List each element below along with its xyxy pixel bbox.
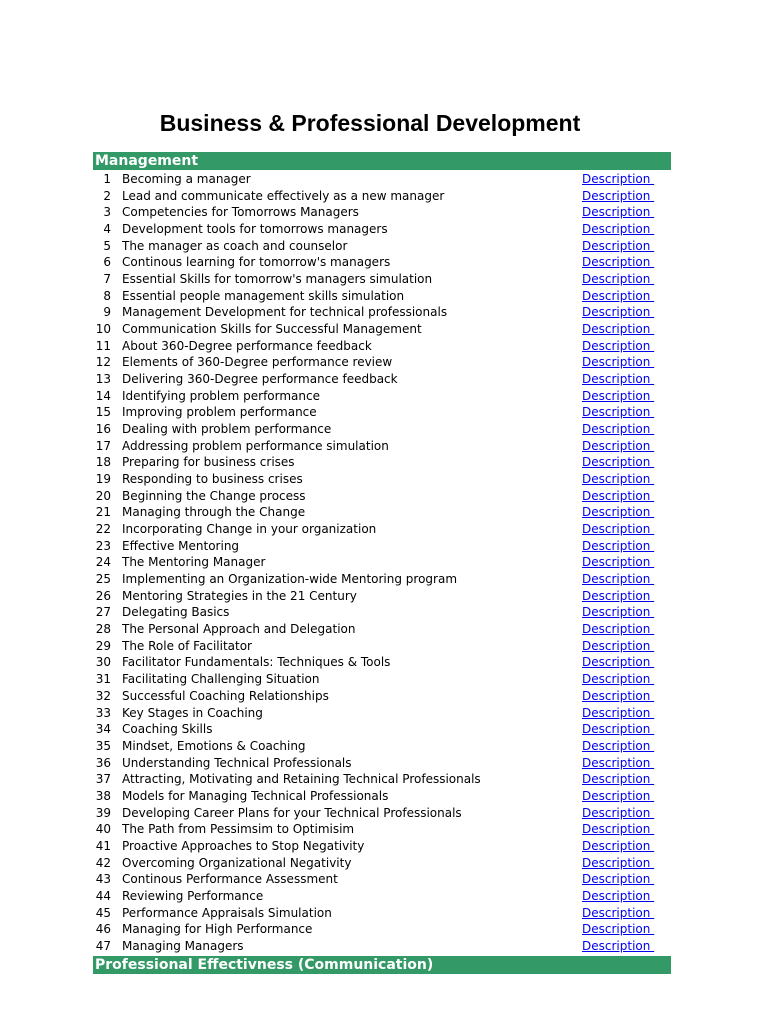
table-row [93, 321, 671, 338]
description-link[interactable]: Description [582, 388, 655, 403]
course-title: Mindset, Emotions & Coaching [122, 738, 306, 753]
row-number: 13 [95, 372, 111, 387]
course-title: Dealing with problem performance [122, 422, 332, 437]
row-number: 45 [95, 905, 111, 920]
description-link[interactable]: Description [582, 722, 655, 737]
course-title: Becoming a manager [122, 172, 251, 186]
description-link[interactable]: Description [582, 555, 655, 570]
description-link[interactable]: Description [582, 255, 655, 270]
course-title: Beginning the Change process [122, 488, 306, 503]
table-row [93, 521, 671, 538]
course-title: Developing Career Plans for your Technical Professionals [122, 805, 462, 820]
course-title: Addressing problem performance simulation [122, 438, 389, 453]
row-number: 46 [95, 922, 111, 937]
row-number: 30 [95, 655, 111, 670]
course-title: Essential Skills for tomorrow's managers simulation [122, 272, 433, 287]
table-row [93, 238, 671, 255]
row-number: 33 [95, 705, 111, 720]
table-row [93, 554, 671, 571]
course-title: Identifying problem performance [122, 388, 320, 403]
row-number: 38 [95, 788, 111, 803]
description-link[interactable]: Description [582, 222, 655, 237]
table-row [93, 821, 671, 838]
course-title: Successful Coaching Relationships [122, 688, 329, 703]
course-title: Performance Appraisals Simulation [122, 905, 332, 920]
course-title: Effective Mentoring [122, 538, 240, 553]
description-link[interactable]: Description [582, 288, 655, 303]
description-link[interactable]: Description [582, 505, 655, 520]
table-row [93, 304, 671, 321]
description-link[interactable]: Description [582, 938, 655, 953]
course-title: Facilitating Challenging Situation [122, 672, 320, 687]
course-title: Elements of 360-Degree performance review [122, 355, 393, 370]
course-title: Improving problem performance [122, 405, 317, 420]
course-title: Attracting, Motivating and Retaining Technical Professionals [122, 772, 481, 787]
row-number: 42 [95, 855, 111, 870]
course-title: Mentoring Strategies in the 21 Century [122, 588, 357, 603]
description-link[interactable]: Description [582, 488, 655, 503]
table-row [93, 188, 671, 205]
description-link[interactable]: Description [582, 905, 655, 920]
section-header-management: Management [93, 152, 671, 170]
description-link[interactable]: Description [582, 372, 655, 387]
description-link[interactable]: Description [582, 838, 655, 853]
course-title: Key Stages in Coaching [122, 705, 263, 720]
description-link[interactable]: Description [582, 272, 655, 287]
row-number: 20 [95, 488, 111, 503]
table-row [93, 488, 671, 505]
course-title: Models for Managing Technical Professionals [122, 788, 389, 803]
table-row [93, 588, 671, 605]
description-link[interactable]: Description [582, 638, 655, 653]
course-title: The Path from Pessimsim to Optimisim [122, 822, 355, 837]
table-row [93, 771, 671, 788]
description-link[interactable]: Description [582, 788, 655, 803]
table-row [93, 638, 671, 655]
table-row [93, 805, 671, 822]
description-link[interactable]: Description [582, 805, 655, 820]
table-row [93, 171, 671, 188]
course-title: Proactive Approaches to Stop Negativity [122, 838, 365, 853]
course-title: The Personal Approach and Delegation [122, 622, 356, 637]
table-row [93, 838, 671, 855]
description-link[interactable]: Description [582, 522, 655, 537]
table-row [93, 288, 671, 305]
row-number: 23 [95, 538, 111, 553]
description-link[interactable]: Description [582, 322, 655, 337]
table-row [93, 221, 671, 238]
course-title: Implementing an Organization-wide Mentoring program [122, 572, 458, 587]
row-number: 16 [95, 422, 111, 437]
table-row [93, 604, 671, 621]
table-row [93, 538, 671, 555]
course-title: Coaching Skills [122, 722, 213, 737]
course-title: Continous Performance Assessment [122, 872, 338, 887]
table-row [93, 705, 671, 722]
description-link[interactable]: Description [582, 888, 655, 903]
course-title: Responding to business crises [122, 472, 303, 487]
row-number: 39 [95, 805, 111, 820]
course-title: Incorporating Change in your organization [122, 522, 377, 537]
description-link[interactable]: Description [582, 705, 655, 720]
row-number: 43 [95, 872, 111, 887]
row-number: 24 [95, 555, 111, 570]
row-number: 28 [95, 622, 111, 637]
row-number: 2 [103, 188, 111, 203]
description-link[interactable]: Description [582, 205, 655, 220]
description-link[interactable]: Description [582, 422, 655, 437]
table-row [93, 688, 671, 705]
table-row [93, 755, 671, 772]
table-row [93, 855, 671, 872]
row-number: 10 [95, 322, 111, 337]
description-link[interactable]: Description [582, 755, 655, 770]
row-number: 32 [95, 688, 111, 703]
row-number: 31 [95, 672, 111, 687]
course-title: Managing Managers [122, 938, 244, 953]
description-link[interactable]: Description [582, 855, 655, 870]
row-number: 8 [103, 288, 111, 303]
description-link[interactable]: Description [582, 172, 655, 186]
description-link[interactable]: Description [582, 605, 655, 620]
course-title: Managing for High Performance [122, 922, 313, 937]
table-row [93, 938, 671, 955]
description-link[interactable]: Description [582, 338, 655, 353]
row-number: 11 [95, 338, 111, 353]
course-title: Communication Skills for Successful Management [122, 322, 422, 337]
row-number: 6 [103, 255, 111, 270]
table-row [93, 671, 671, 688]
table-row [93, 254, 671, 271]
table-row [93, 421, 671, 438]
row-number: 19 [95, 472, 111, 487]
row-number: 15 [95, 405, 111, 420]
table-row [93, 921, 671, 938]
table-row [93, 788, 671, 805]
course-title: Facilitator Fundamentals: Techniques & Tools [122, 655, 391, 670]
page-title: Business & Professional Development [159, 110, 581, 136]
table-row [93, 905, 671, 922]
row-number: 12 [95, 355, 111, 370]
course-list [93, 171, 671, 955]
description-link[interactable]: Description [582, 672, 655, 687]
course-title: Managing through the Change [122, 505, 306, 520]
section-header-professional-effectiveness: Professional Effectivness (Communication) [93, 956, 671, 974]
row-number: 1 [103, 172, 111, 186]
table-row [93, 621, 671, 638]
row-number: 41 [95, 838, 111, 853]
table-row [93, 471, 671, 488]
row-number: 18 [95, 455, 111, 470]
table-row [93, 738, 671, 755]
description-link[interactable]: Description [582, 655, 655, 670]
row-number: 26 [95, 588, 111, 603]
row-number: 7 [103, 272, 111, 287]
row-number: 47 [95, 938, 111, 953]
row-number: 21 [95, 505, 111, 520]
description-link[interactable]: Description [582, 355, 655, 370]
description-link[interactable]: Description [582, 872, 655, 887]
row-number: 14 [95, 388, 111, 403]
description-link[interactable]: Description [582, 772, 655, 787]
table-row [93, 354, 671, 371]
table-row [93, 871, 671, 888]
row-number: 29 [95, 638, 111, 653]
course-title: The manager as coach and counselor [122, 238, 348, 253]
row-number: 35 [95, 738, 111, 753]
course-title: Understanding Technical Professionals [122, 755, 352, 770]
description-link[interactable]: Description [582, 822, 655, 837]
course-title: Reviewing Performance [122, 888, 264, 903]
course-title: Essential people management skills simulation [122, 288, 405, 303]
row-number: 17 [95, 438, 111, 453]
description-link[interactable]: Description [582, 472, 655, 487]
description-link[interactable]: Description [582, 438, 655, 453]
table-row [93, 654, 671, 671]
table-row [93, 454, 671, 471]
description-link[interactable]: Description [582, 305, 655, 320]
row-number: 22 [95, 522, 111, 537]
table-row [93, 371, 671, 388]
course-title: Lead and communicate effectively as a new manager [122, 188, 445, 203]
course-title: Delivering 360-Degree performance feedback [122, 372, 398, 387]
course-title: Continous learning for tomorrow's managers [122, 255, 391, 270]
course-title: About 360-Degree performance feedback [122, 338, 372, 353]
row-number: 44 [95, 888, 111, 903]
course-title: The Role of Facilitator [122, 638, 252, 653]
row-number: 27 [95, 605, 111, 620]
row-number: 5 [103, 238, 111, 253]
description-link[interactable]: Description [582, 238, 655, 253]
row-number: 40 [95, 822, 111, 837]
row-number: 37 [95, 772, 111, 787]
row-number: 25 [95, 572, 111, 587]
description-link[interactable]: Description [582, 922, 655, 937]
table-row [93, 721, 671, 738]
row-number: 4 [103, 222, 111, 237]
course-title: Preparing for business crises [122, 455, 295, 470]
course-title: Development tools for tomorrows managers [122, 222, 388, 237]
table-row [93, 404, 671, 421]
course-title: Overcoming Organizational Negativity [122, 855, 352, 870]
row-number: 9 [103, 305, 111, 320]
course-title: Delegating Basics [122, 605, 230, 620]
description-link[interactable]: Description [582, 538, 655, 553]
row-number: 34 [95, 722, 111, 737]
description-link[interactable]: Description [582, 572, 655, 587]
table-row [93, 438, 671, 455]
table-row [93, 388, 671, 405]
description-link[interactable]: Description [582, 588, 655, 603]
description-link[interactable]: Description [582, 688, 655, 703]
table-row [93, 338, 671, 355]
row-number: 3 [103, 205, 111, 220]
description-link[interactable]: Description [582, 455, 655, 470]
course-title: Management Development for technical professionals [122, 305, 448, 320]
row-number: 36 [95, 755, 111, 770]
description-link[interactable]: Description [582, 405, 655, 420]
table-row [93, 504, 671, 521]
table-row [93, 571, 671, 588]
table-row [93, 271, 671, 288]
table-row [93, 204, 671, 221]
course-title: Competencies for Tomorrows Managers [122, 205, 359, 220]
description-link[interactable]: Description [582, 188, 655, 203]
table-row [93, 888, 671, 905]
description-link[interactable]: Description [582, 622, 655, 637]
description-link[interactable]: Description [582, 738, 655, 753]
course-title: The Mentoring Manager [122, 555, 266, 570]
